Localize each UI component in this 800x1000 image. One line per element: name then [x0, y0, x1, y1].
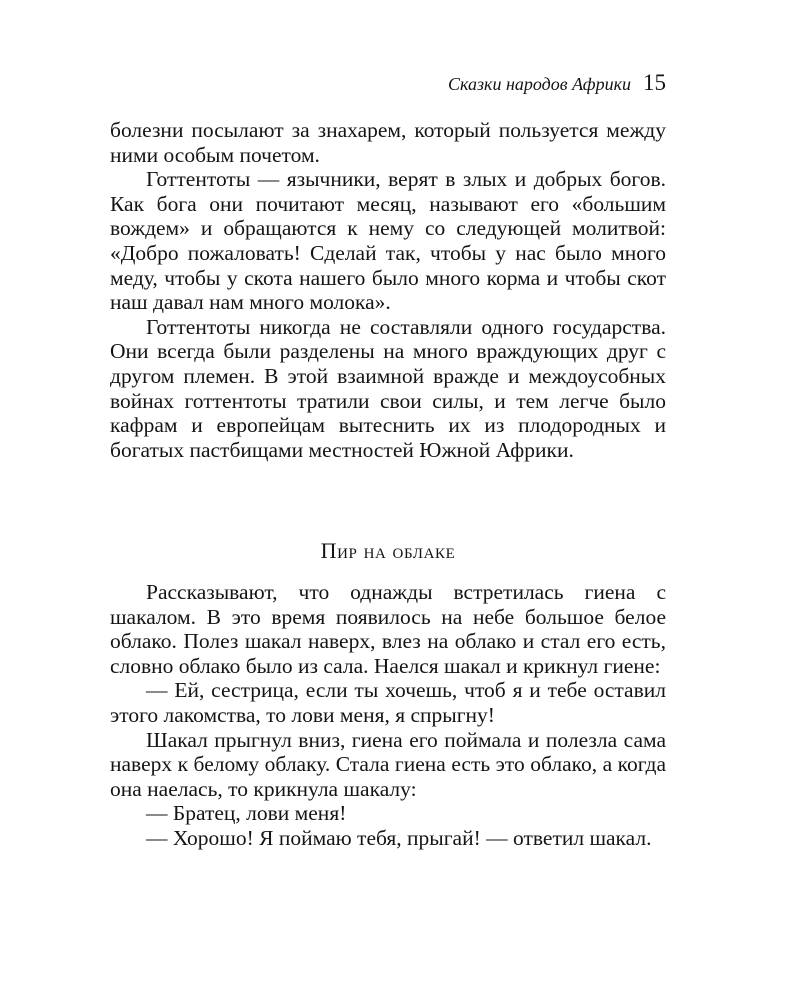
dialogue-line: — Ей, сестрица, если ты хочешь, чтоб я и тебе оставил этого лакомства, то лови меня, я спрыгну! — [110, 678, 666, 727]
page-header — [110, 70, 666, 102]
running-title: Сказки народов Африки — [448, 74, 631, 94]
dialogue-line: — Хорошо! Я поймаю тебя, прыгай! — ответил шакал. — [146, 825, 652, 850]
paragraph: Готтентоты — язычники, верят в злых и добрых богов. Как бога они почитают месяц, называют его «большим вождем» и обращаются к нему со следующей молитвой: «Добро пожаловать! Сделай так, чтобы у нас было много меду, чтобы у скота нашего было много корма и чтобы скот наш давал нам много молока». — [110, 167, 666, 315]
story-title: Пир на облаке — [320, 538, 456, 563]
paragraph: Рассказывают, что однажды встретилась гиена с шакалом. В это время появилось на небе большое белое облако. Полез шакал наверх, влез на облако и стал его есть, словно облако было из сала. Наелся шакал и крикнул гиене: — [110, 580, 666, 678]
dialogue-line: — Братец, лови меня! — [146, 801, 347, 826]
paragraph: Шакал прыгнул вниз, гиена его поймала и полезла сама наверх к белому облаку. Стала гиена есть это облако, а когда она наелась, то крикнула шакалу: — [110, 727, 666, 801]
intro-section — [110, 118, 666, 462]
paragraph: Готтентоты никогда не составляли одного государства. Они всегда были разделены на много враждующих друг с другом племен. В этой взаимной вражде и междоусобных войнах готтентоты тратили свои силы, и тем легче было кафрам и европейцам вытеснить их из плодородных и богатых пастбищами местностей Южной Африки. — [110, 314, 666, 462]
page-number: 15 — [643, 70, 666, 95]
paragraph: болезни посылают за знахарем, который пользуется между ними особым почетом. — [110, 118, 666, 167]
story-section — [110, 580, 666, 851]
